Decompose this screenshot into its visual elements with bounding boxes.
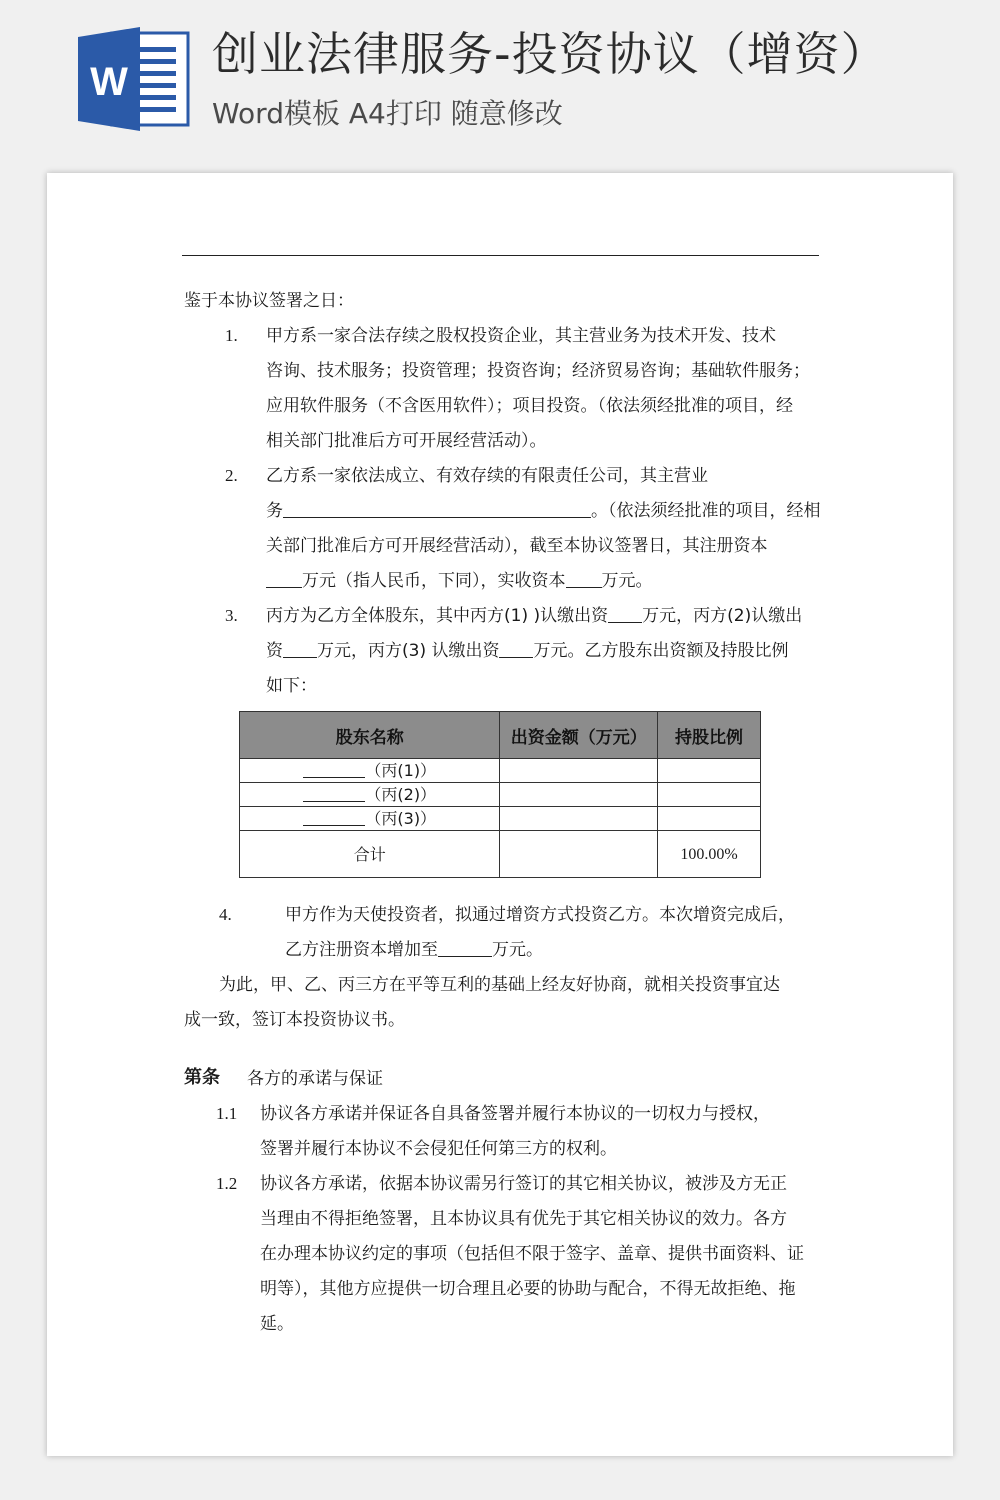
item-4-line: 甲方作为天使投资者，拟通过增资方式投资乙方。本次增资完成后， — [285, 905, 795, 925]
item-2-text: 万元（指人民币，下同），实收资本 — [302, 571, 566, 591]
item-2-text: 万元。 — [601, 571, 653, 591]
page-title: 创业法律服务-投资协议（增资） — [212, 27, 888, 81]
item-3-text: 万元，丙方(3) 认缴出资 — [317, 641, 500, 661]
table-cell-name[interactable] — [240, 783, 500, 807]
banner-header — [0, 0, 1000, 160]
document-page — [47, 173, 953, 1456]
item-3-line — [266, 639, 788, 663]
clause-line: 当理由不得拒绝签署，且本协议具有优先于其它相关协议的效力。各方 — [260, 1209, 787, 1229]
conclusion-line: 成一致，签订本投资协议书。 — [184, 1010, 405, 1030]
item-4-number: 4. — [219, 905, 232, 924]
table-header-cell: 股东名称 — [240, 712, 500, 759]
table-cell-ratio[interactable] — [658, 759, 761, 783]
item-2-text: 务 — [266, 501, 283, 521]
table-cell-amount[interactable] — [500, 807, 658, 831]
table-cell-name[interactable] — [240, 759, 500, 783]
article-label: 第条 — [184, 1067, 220, 1088]
item-2-text: 。（依法须经批准的项目，经相 — [591, 501, 821, 521]
item-3-text: 资 — [266, 641, 283, 661]
fill-blank-name[interactable] — [303, 763, 365, 778]
fill-blank-c1[interactable] — [608, 606, 642, 623]
item-2-line: 乙方系一家依法成立、有效存续的有限责任公司，其主营业 — [266, 466, 708, 486]
clause-line: 签署并履行本协议不会侵犯任何第三方的权利。 — [260, 1139, 617, 1159]
clause-line: 协议各方承诺，依据本协议需另行签订的其它相关协议，被涉及方无正 — [260, 1174, 787, 1194]
item-1-line: 相关部门批准后方可开展经营活动）。 — [266, 431, 547, 451]
item-3-text: 万元，丙方(2)认缴出 — [642, 606, 803, 626]
item-1-line: 应用软件服务（不含医用软件）；项目投资。（依法须经批准的项目，经 — [266, 396, 793, 416]
item-4-line — [285, 938, 543, 962]
conclusion-line: 为此，甲、乙、丙三方在平等互利的基础上经友好协商，就相关投资事宜达 — [219, 975, 780, 995]
table-cell-ratio[interactable] — [658, 783, 761, 807]
fill-blank-paid[interactable] — [566, 571, 602, 588]
fill-blank-name[interactable] — [303, 787, 365, 802]
clause-line: 明等），其他方应提供一切合理且必要的协助与配合，不得无故拒绝、拖 — [260, 1279, 796, 1299]
fill-blank-new-capital[interactable] — [438, 940, 492, 957]
word-icon — [78, 27, 190, 131]
clause-line: 协议各方承诺并保证各自具备签署并履行本协议的一切权力与授权， — [260, 1104, 770, 1124]
item-4-text: 乙方注册资本增加至 — [285, 940, 438, 960]
table-cell-amount[interactable] — [500, 783, 658, 807]
item-3-line — [266, 604, 802, 628]
table-row — [240, 783, 761, 807]
table-total-label: 合计 — [240, 831, 500, 878]
item-3-text: 丙方为乙方全体股东，其中丙方(1) )认缴出资 — [266, 606, 609, 626]
table-total-ratio: 100.00% — [658, 831, 761, 878]
item-2-line: 关部门批准后方可开展经营活动），截至本协议签署日，其注册资本 — [266, 536, 768, 556]
table-cell-label: （丙(1)） — [365, 761, 437, 780]
clause-1-1-number: 1.1 — [216, 1104, 238, 1123]
fill-blank-c2[interactable] — [283, 641, 317, 658]
fill-blank-c3[interactable] — [499, 641, 533, 658]
word-icon-letter: W — [90, 60, 128, 104]
clause-1-2-number: 1.2 — [216, 1174, 238, 1193]
intro-text: 鉴于本协议签署之日： — [184, 291, 354, 311]
table-header-cell: 出资金额（万元） — [500, 712, 658, 759]
table-cell-label: （丙(3)） — [365, 809, 437, 828]
table-header-cell: 持股比例 — [658, 712, 761, 759]
header-rule — [182, 255, 819, 256]
table-row — [240, 807, 761, 831]
table-cell-label: （丙(2)） — [365, 785, 437, 804]
table-header-row — [240, 712, 761, 759]
page-subtitle: Word模板 A4打印 随意修改 — [212, 97, 563, 130]
item-2-line — [266, 499, 821, 523]
clause-line: 在办理本协议约定的事项（包括但不限于签字、盖章、提供书面资料、证 — [260, 1244, 804, 1264]
item-2-line — [266, 569, 653, 593]
item-4-text: 万元。 — [492, 940, 543, 960]
fill-blank-name[interactable] — [303, 811, 365, 826]
item-3-line: 如下： — [266, 676, 317, 696]
table-total-row — [240, 831, 761, 878]
table-row — [240, 759, 761, 783]
shareholder-table — [239, 711, 761, 878]
fill-blank-business[interactable] — [283, 501, 591, 518]
article-title: 各方的承诺与保证 — [247, 1069, 383, 1089]
item-1-line: 甲方系一家合法存续之股权投资企业，其主营业务为技术开发、技术 — [266, 326, 776, 346]
table-cell-name[interactable] — [240, 807, 500, 831]
clause-line: 延。 — [260, 1314, 294, 1334]
table-total-amount[interactable] — [500, 831, 658, 878]
item-3-text: 万元。乙方股东出资额及持股比例 — [533, 641, 789, 661]
item-1-number: 1. — [225, 326, 238, 345]
item-2-number: 2. — [225, 466, 238, 485]
table-cell-ratio[interactable] — [658, 807, 761, 831]
item-3-number: 3. — [225, 606, 238, 625]
table-cell-amount[interactable] — [500, 759, 658, 783]
fill-blank-capital[interactable] — [266, 571, 302, 588]
item-1-line: 咨询、技术服务；投资管理；投资咨询；经济贸易咨询；基础软件服务； — [266, 361, 810, 381]
